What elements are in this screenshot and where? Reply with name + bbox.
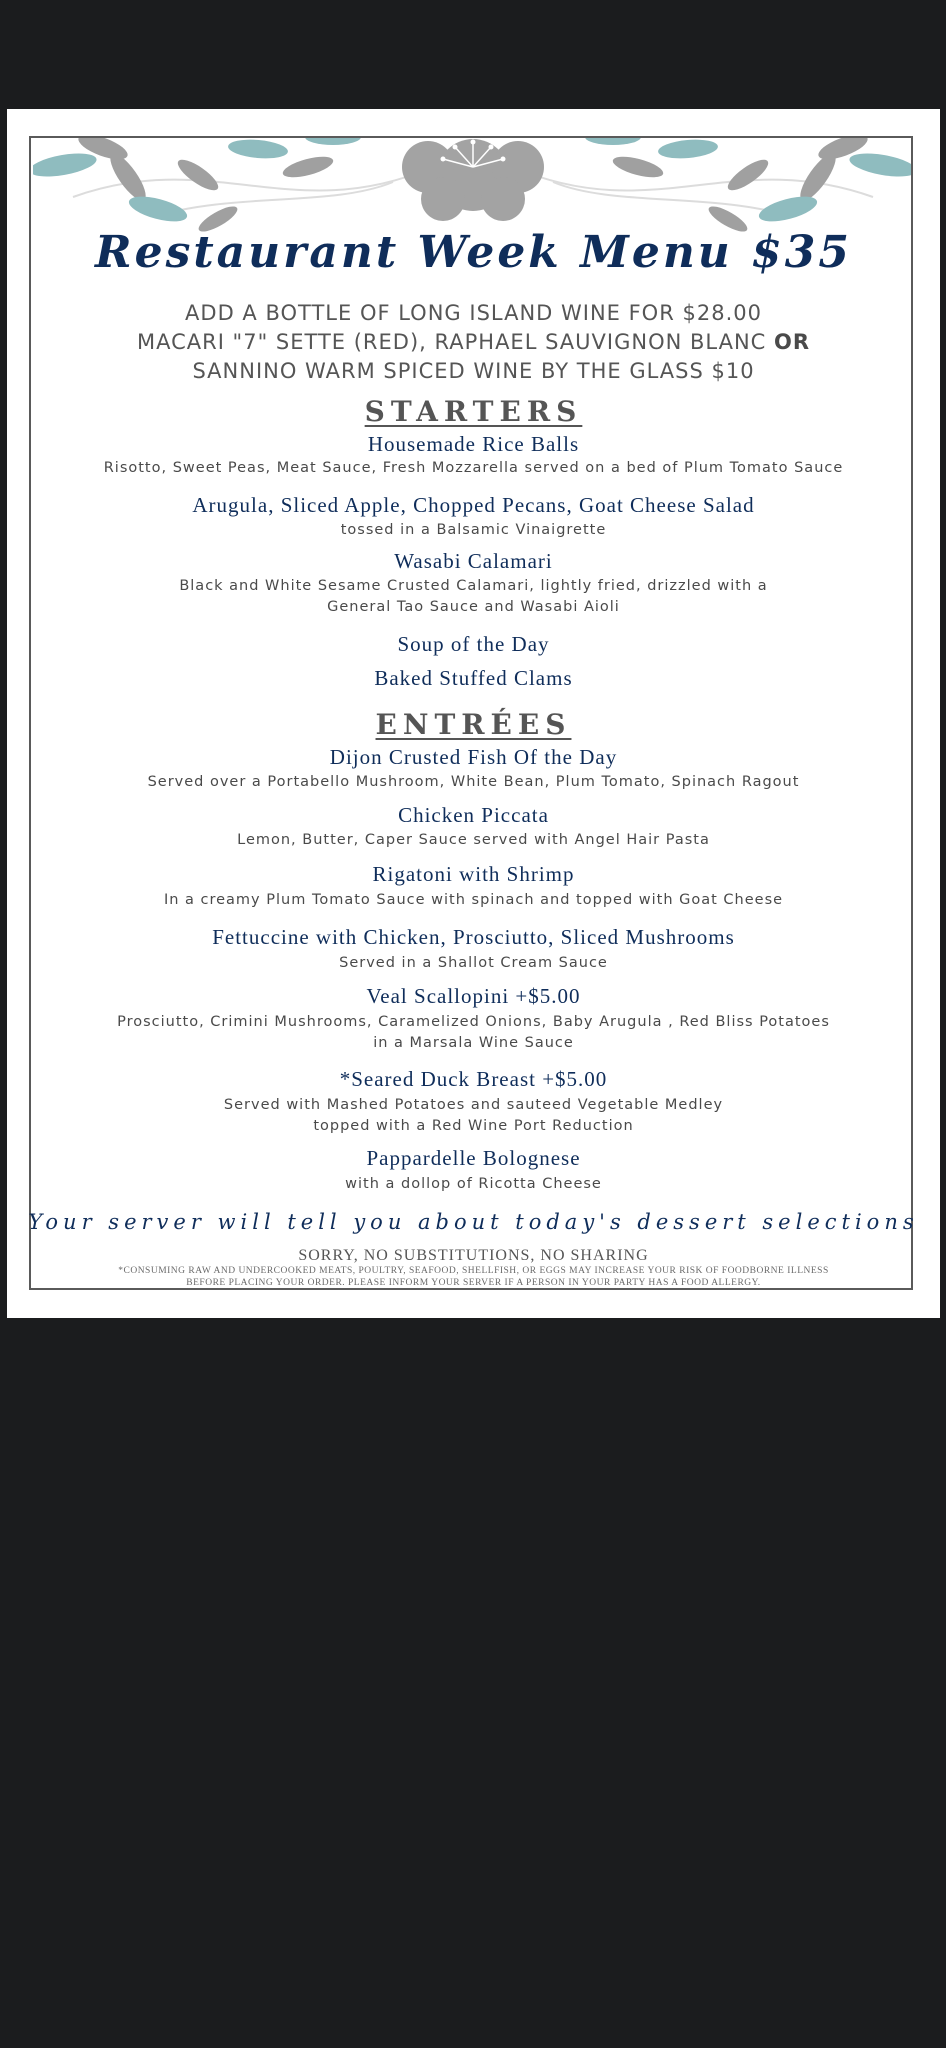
entree-fettuccine-desc: Served in a Shallot Cream Sauce [339,955,608,971]
dessert-note: Your server will tell you about today's dessert selections [28,1210,919,1234]
entree-veal-desc-2: in a Marsala Wine Sauce [373,1035,574,1051]
wine-offer-line-2-text: MACARI "7" SETTE (RED), RAPHAEL SAUVIGNON BLANC [136,330,774,354]
wine-offer-or: OR [774,330,811,354]
entree-duck-desc-2: topped with a Red Wine Port Reduction [313,1118,634,1134]
starter-rice-balls: Housemade Rice Balls [367,432,580,456]
allergy-disclaimer-1: *CONSUMING RAW AND UNDERCOOKED MEATS, POULTRY, SEAFOOD, SHELLFISH, OR EGGS MAY INCREASE YOUR RISK OF FOODBORNE ILLNESS [118,1266,829,1276]
entree-veal-scallopini: Veal Scallopini +$5.00 [366,984,581,1008]
starter-soup: Soup of the Day [397,632,550,656]
entree-fettuccine: Fettuccine with Chicken, Prosciutto, Sliced Mushrooms [212,925,735,949]
no-substitutions-note: SORRY, NO SUBSTITUTIONS, NO SHARING [298,1247,649,1264]
entree-duck-desc-1: Served with Mashed Potatoes and sauteed Vegetable Medley [223,1097,724,1113]
entree-dijon-fish: Dijon Crusted Fish Of the Day [329,745,618,769]
entree-rigatoni: Rigatoni with Shrimp [372,862,575,886]
starter-calamari: Wasabi Calamari [394,549,553,573]
allergy-disclaimer-2: BEFORE PLACING YOUR ORDER. PLEASE INFORM YOUR SERVER IF A PERSON IN YOUR PARTY HAS A FOOD ALLERGY. [186,1278,761,1288]
entree-veal-desc-1: Prosciutto, Crimini Mushrooms, Caramelized Onions, Baby Arugula , Red Bliss Potatoes [117,1014,830,1030]
starter-calamari-desc-2: General Tao Sauce and Wasabi Aioli [327,599,620,615]
menu-title: Restaurant Week Menu $35 [95,227,852,278]
entree-chicken-piccata: Chicken Piccata [398,803,549,827]
entree-pappardelle: Pappardelle Bolognese [366,1146,581,1170]
starter-clams: Baked Stuffed Clams [374,666,573,690]
starter-rice-balls-desc: Risotto, Sweet Peas, Meat Sauce, Fresh Mozzarella served on a bed of Plum Tomato Sauce [103,460,844,476]
entree-chicken-piccata-desc: Lemon, Butter, Caper Sauce served with Angel Hair Pasta [237,832,710,848]
menu-page [7,109,940,1318]
entree-dijon-fish-desc: Served over a Portabello Mushroom, White Bean, Plum Tomato, Spinach Ragout [147,774,800,790]
wine-offer-line-2 [7,330,940,354]
starter-salad: Arugula, Sliced Apple, Chopped Pecans, Goat Cheese Salad [192,493,755,517]
wine-offer-line-3: SANNINO WARM SPICED WINE BY THE GLASS $10 [192,359,755,383]
entree-rigatoni-desc: In a creamy Plum Tomato Sauce with spinach and topped with Goat Cheese [163,892,784,908]
starter-salad-desc: tossed in a Balsamic Vinaigrette [340,522,607,538]
wine-offer-line-1: ADD A BOTTLE OF LONG ISLAND WINE FOR $28.00 [185,301,762,325]
entree-pappardelle-desc: with a dollop of Ricotta Cheese [345,1176,602,1192]
starter-calamari-desc-1: Black and White Sesame Crusted Calamari, lightly fried, drizzled with a [179,578,768,594]
entree-duck-breast: *Seared Duck Breast +$5.00 [339,1067,608,1091]
entrees-heading: ENTRÉES [375,708,572,741]
starters-heading: STARTERS [364,395,583,428]
